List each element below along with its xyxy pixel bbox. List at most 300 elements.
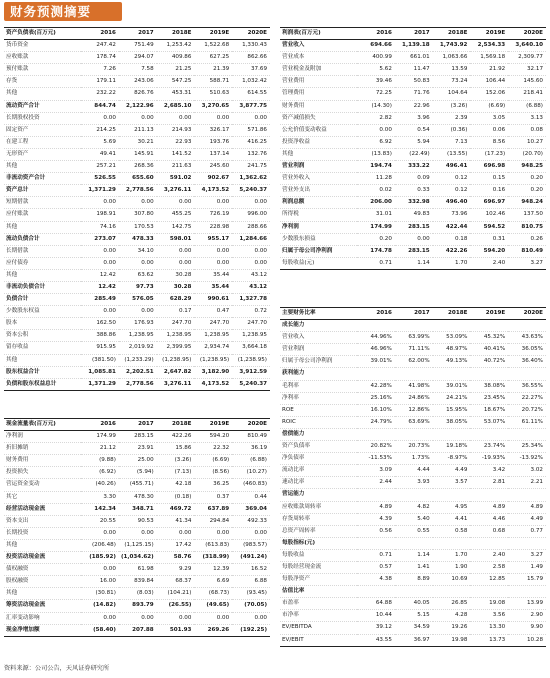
row-value: 19.18% (433, 441, 471, 453)
row-label: 其他 (4, 221, 81, 233)
row-value: 2.82 (357, 112, 395, 124)
row-value: 25.34% (508, 441, 546, 453)
row-value (395, 320, 433, 332)
table-row (4, 431, 270, 443)
row-label: 市盈率 (280, 598, 357, 610)
row-value: (7.13) (157, 467, 195, 479)
row-value: 42.28% (357, 380, 395, 392)
row-label: 存货 (4, 76, 81, 88)
row-value: 0.47 (194, 306, 232, 318)
column-header: 2018E (157, 28, 195, 40)
table-row (4, 342, 270, 354)
row-value: 3,182.90 (194, 366, 232, 378)
row-value: 594.20 (194, 431, 232, 443)
row-value (470, 537, 508, 549)
table-row (280, 634, 546, 646)
table-row (4, 503, 270, 515)
row-value: 0.08 (508, 124, 546, 136)
row-value: 1,063.66 (433, 52, 471, 64)
table-row (280, 453, 546, 465)
row-value: (455.71) (119, 479, 157, 491)
row-value: 39.01% (357, 356, 395, 368)
row-value: 283.15 (395, 221, 433, 233)
row-value: 21.39 (194, 64, 232, 76)
row-value: 0.00 (194, 257, 232, 269)
table-row (280, 64, 546, 76)
row-label: 少数股东权益 (4, 306, 81, 318)
column-header: 2020E (508, 28, 546, 40)
balance-sheet-panel (4, 27, 270, 391)
table-row (4, 552, 270, 564)
table-row (280, 428, 546, 440)
row-value: 62.00% (395, 356, 433, 368)
row-value: 4.41 (433, 513, 471, 525)
row-label: 长期投资 (4, 527, 81, 539)
table-row (280, 574, 546, 586)
table-title: 资产负债表(百万元) (4, 28, 81, 40)
row-value: 4.82 (395, 501, 433, 513)
row-value: 4.49 (433, 465, 471, 477)
table-row (280, 489, 546, 501)
column-header: 2016 (357, 308, 395, 320)
table-row (4, 197, 270, 209)
row-value: 1,330.43 (232, 40, 270, 52)
row-value: 0.77 (508, 525, 546, 537)
row-value: 0.00 (194, 612, 232, 624)
table-row (4, 221, 270, 233)
row-value: 810.49 (508, 245, 546, 257)
row-value: (206.48) (81, 539, 119, 551)
row-label: 股本 (4, 318, 81, 330)
row-label: 资本支出 (4, 515, 81, 527)
row-value: 207.88 (119, 624, 157, 636)
row-value: 64.88 (357, 598, 395, 610)
row-label: 偿债能力 (280, 428, 357, 440)
row-value: (3.26) (433, 100, 471, 112)
row-value: (17.23) (470, 148, 508, 160)
row-value: 45.32% (470, 332, 508, 344)
row-value: 174.78 (357, 245, 395, 257)
row-value: 6.69 (194, 576, 232, 588)
row-value: 102.46 (470, 209, 508, 221)
row-value: 3,664.18 (232, 342, 270, 354)
row-value (470, 586, 508, 598)
row-value: 1,284.66 (232, 233, 270, 245)
row-value: 36.40% (508, 356, 546, 368)
row-value: 3.56 (470, 610, 508, 622)
row-value: (192.25) (232, 624, 270, 636)
table-header-row (4, 419, 270, 431)
table-row (280, 209, 546, 221)
row-value: 257.21 (81, 161, 119, 173)
row-value: 21.92 (470, 64, 508, 76)
table-row (4, 612, 270, 624)
row-value: 72.25 (357, 88, 395, 100)
row-value: 2,122.96 (119, 100, 157, 112)
row-value (357, 489, 395, 501)
row-value: 63.62 (119, 269, 157, 281)
row-value: 0.00 (81, 197, 119, 209)
row-value: 810.49 (232, 431, 270, 443)
column-header: 2019E (194, 419, 232, 431)
row-value: 37.69 (232, 64, 270, 76)
row-label: 每股收益 (280, 549, 357, 561)
row-value: 2.39 (433, 112, 471, 124)
row-label: 资本公积 (4, 330, 81, 342)
row-value: 3.09 (357, 465, 395, 477)
row-value: 0.00 (232, 197, 270, 209)
row-value: 4.89 (470, 501, 508, 513)
column-header: 2020E (508, 308, 546, 320)
row-value: 0.68 (470, 525, 508, 537)
table-row (4, 455, 270, 467)
row-value (508, 537, 546, 549)
row-value: 0.00 (157, 257, 195, 269)
column-header: 2020E (232, 419, 270, 431)
row-value: 294.84 (194, 515, 232, 527)
table-row (280, 561, 546, 573)
row-label: 应付账款 (4, 209, 81, 221)
row-value: 44.96% (357, 332, 395, 344)
row-value: 0.00 (119, 257, 157, 269)
row-value: 694.66 (357, 40, 395, 52)
row-value: -8.97% (433, 453, 471, 465)
row-value: 4.89 (357, 501, 395, 513)
table-row (280, 392, 546, 404)
row-value: 0.18 (433, 233, 471, 245)
column-header: 2016 (81, 419, 119, 431)
row-value: 285.49 (81, 294, 119, 306)
table-row (4, 366, 270, 378)
row-value: 627.25 (194, 52, 232, 64)
source-note: 资料来源：公司公告，天风证券研究所 (4, 665, 110, 672)
row-label: 总资产周转率 (280, 525, 357, 537)
row-value: 36.25 (194, 479, 232, 491)
row-value: 455.25 (157, 209, 195, 221)
row-value (357, 586, 395, 598)
row-value: 30.28 (157, 269, 195, 281)
row-value (357, 320, 395, 332)
row-value: 132.76 (232, 148, 270, 160)
table-row (4, 173, 270, 185)
row-value: 844.74 (81, 100, 119, 112)
row-value: 409.86 (157, 52, 195, 64)
row-value: 1,569.18 (470, 52, 508, 64)
row-value: 24.79% (357, 416, 395, 428)
row-label: 股东权益合计 (4, 366, 81, 378)
row-value: 73.24 (433, 76, 471, 88)
row-value (470, 489, 508, 501)
row-label: 负债和股东权益总计 (4, 378, 81, 390)
row-value: 3.27 (508, 549, 546, 561)
row-value: 2,778.56 (119, 378, 157, 390)
row-value: 269.26 (194, 624, 232, 636)
row-value: 751.49 (119, 40, 157, 52)
row-value: (6.88) (232, 455, 270, 467)
row-label: 其他 (4, 588, 81, 600)
row-value: 0.15 (470, 173, 508, 185)
row-value (433, 428, 471, 440)
row-label: 营业外支出 (280, 185, 357, 197)
column-header: 2017 (119, 419, 157, 431)
row-label: 应收账款 (4, 52, 81, 64)
row-value: 63.69% (395, 416, 433, 428)
row-value: 2.90 (508, 610, 546, 622)
row-value: 21.25 (157, 64, 195, 76)
row-value: 1,371.29 (81, 185, 119, 197)
row-label: ROIC (280, 416, 357, 428)
row-value: 32.17 (508, 64, 546, 76)
row-value: 1.14 (395, 257, 433, 269)
table-row (4, 88, 270, 100)
row-label: 非流动资产合计 (4, 173, 81, 185)
row-value: (49.65) (194, 600, 232, 612)
table-row (280, 136, 546, 148)
table-row (280, 221, 546, 233)
row-value: (5.94) (119, 467, 157, 479)
row-label: 在建工程 (4, 136, 81, 148)
table-row (4, 306, 270, 318)
row-label: 流动资产合计 (4, 100, 81, 112)
row-value: 61.98 (119, 564, 157, 576)
row-value: 5.62 (357, 64, 395, 76)
row-value: (381.50) (81, 354, 119, 366)
table-row (280, 88, 546, 100)
row-value: 49.41 (81, 148, 119, 160)
row-value: 547.25 (157, 76, 195, 88)
row-value: (8.03) (119, 588, 157, 600)
row-label: 其他 (280, 148, 357, 160)
row-value: (70.05) (232, 600, 270, 612)
table-row (4, 136, 270, 148)
row-value: 915.95 (81, 342, 119, 354)
row-label: 利润总额 (280, 197, 357, 209)
row-value: 0.20 (357, 233, 395, 245)
row-value: 43.55 (357, 634, 395, 646)
row-value: 3,270.65 (194, 100, 232, 112)
row-value: 42.18 (157, 479, 195, 491)
row-label: 应付债券 (4, 257, 81, 269)
row-value: 288.66 (232, 221, 270, 233)
table-row (280, 404, 546, 416)
row-label: 营业成本 (280, 52, 357, 64)
row-value: 22.27% (508, 392, 546, 404)
row-value: 3.30 (81, 491, 119, 503)
row-value: 571.86 (232, 124, 270, 136)
row-label: EV/EBIT (280, 634, 357, 646)
row-value: 22.32 (194, 443, 232, 455)
row-label: 公允价值变动收益 (280, 124, 357, 136)
row-value: 174.99 (81, 431, 119, 443)
row-value (470, 368, 508, 380)
cash-flow-table (4, 418, 270, 637)
row-value (357, 428, 395, 440)
row-value: 0.00 (395, 233, 433, 245)
row-value: 388.86 (81, 330, 119, 342)
row-value: 71.76 (395, 88, 433, 100)
row-value: (6.69) (470, 100, 508, 112)
row-value: 4,173.52 (194, 185, 232, 197)
row-value: 268.36 (119, 161, 157, 173)
row-value (433, 586, 471, 598)
row-label: 其它 (4, 491, 81, 503)
row-value: 492.33 (232, 515, 270, 527)
row-value: 1.90 (433, 561, 471, 573)
row-value: (0.36) (433, 124, 471, 136)
row-value: (6.69) (194, 455, 232, 467)
row-value: 16.10% (357, 404, 395, 416)
row-label: 存货周转率 (280, 513, 357, 525)
table-row (280, 148, 546, 160)
row-value: 34.10 (119, 245, 157, 257)
row-label: 财务费用 (280, 100, 357, 112)
row-value: 174.99 (357, 221, 395, 233)
table-row (4, 257, 270, 269)
row-value: 71.11% (395, 344, 433, 356)
row-value: 30.21 (119, 136, 157, 148)
row-value: 0.54 (395, 124, 433, 136)
row-value: 12.39 (194, 564, 232, 576)
row-value: 0.00 (119, 527, 157, 539)
row-value: 990.61 (194, 294, 232, 306)
row-label: 每股净资产 (280, 574, 357, 586)
row-value: 39.12 (357, 622, 395, 634)
row-label: 其他 (4, 354, 81, 366)
row-value: 501.93 (157, 624, 195, 636)
row-label: 折旧摊销 (4, 443, 81, 455)
row-value: 0.00 (81, 257, 119, 269)
row-value: 16.52 (232, 564, 270, 576)
table-row (280, 344, 546, 356)
row-value: 0.00 (119, 197, 157, 209)
row-value: 20.72% (508, 404, 546, 416)
row-value: 36.05% (508, 344, 546, 356)
row-value (357, 537, 395, 549)
row-label: 股权融资 (4, 576, 81, 588)
row-label: 估值比率 (280, 586, 357, 598)
table-row (280, 332, 546, 344)
row-label: 管理费用 (280, 88, 357, 100)
column-header: 2016 (357, 28, 395, 40)
row-value: 211.13 (119, 124, 157, 136)
row-value: 4.46 (470, 513, 508, 525)
row-value: 496.40 (433, 197, 471, 209)
row-value: 198.91 (81, 209, 119, 221)
row-value: 218.41 (508, 88, 546, 100)
row-value: 1.70 (433, 549, 471, 561)
row-value: 179.11 (81, 76, 119, 88)
row-value: 0.00 (194, 245, 232, 257)
table-row (280, 586, 546, 598)
row-value: 1,327.78 (232, 294, 270, 306)
row-label: 无形资产 (4, 148, 81, 160)
table-row (280, 368, 546, 380)
row-value: 2.81 (470, 477, 508, 489)
column-header: 2019E (470, 308, 508, 320)
row-value: 478.33 (119, 233, 157, 245)
table-row (280, 245, 546, 257)
table-row (4, 539, 270, 551)
row-value: 38.05% (433, 416, 471, 428)
row-value: (30.81) (81, 588, 119, 600)
row-value: 422.26 (433, 245, 471, 257)
row-value: 35.44 (194, 269, 232, 281)
row-value: 0.00 (119, 306, 157, 318)
table-row (280, 173, 546, 185)
table-row (280, 124, 546, 136)
row-value: 17.42 (157, 539, 195, 551)
row-label: 获利能力 (280, 368, 357, 380)
row-value: 194.74 (357, 161, 395, 173)
row-value: 6.92 (357, 136, 395, 148)
row-value: -13.92% (508, 453, 546, 465)
row-value: (13.83) (357, 148, 395, 160)
table-row (4, 294, 270, 306)
row-value: 326.17 (194, 124, 232, 136)
table-row (4, 378, 270, 390)
row-value: 13.73 (470, 634, 508, 646)
row-value: 4.28 (433, 610, 471, 622)
row-value: 15.86 (157, 443, 195, 455)
balance-sheet-table (4, 27, 270, 391)
row-value: 862.66 (232, 52, 270, 64)
row-value: 469.72 (157, 503, 195, 515)
row-value (395, 537, 433, 549)
row-value: 4.49 (508, 513, 546, 525)
row-value: (318.99) (194, 552, 232, 564)
table-header-row (280, 308, 546, 320)
row-value: 10.27 (508, 136, 546, 148)
row-value: 3,640.10 (508, 40, 546, 52)
row-label: 净利润 (4, 431, 81, 443)
column-header: 2017 (395, 308, 433, 320)
table-row (280, 477, 546, 489)
ratios-panel (280, 307, 546, 647)
row-value: 152.06 (470, 88, 508, 100)
table-row (4, 467, 270, 479)
table-row (280, 622, 546, 634)
row-value: 3.57 (433, 477, 471, 489)
column-header: 2018E (433, 308, 471, 320)
row-value: 839.84 (119, 576, 157, 588)
table-row (280, 161, 546, 173)
table-row (4, 443, 270, 455)
row-value: 26.85 (433, 598, 471, 610)
row-value: (1,238.95) (194, 354, 232, 366)
row-value: 0.00 (232, 257, 270, 269)
row-value: 48.97% (433, 344, 471, 356)
row-value: (1,034.62) (119, 552, 157, 564)
row-value: 0.00 (81, 527, 119, 539)
row-label: 营业外收入 (280, 173, 357, 185)
row-value: 2,778.56 (119, 185, 157, 197)
column-header: 2017 (119, 28, 157, 40)
row-value: 53.07% (470, 416, 508, 428)
column-header: 2019E (470, 28, 508, 40)
table-row (4, 245, 270, 257)
table-row (4, 491, 270, 503)
table-header-row (280, 28, 546, 40)
row-value: 0.09 (395, 173, 433, 185)
row-value: 19.98 (433, 634, 471, 646)
row-value: 1,371.29 (81, 378, 119, 390)
row-value: 0.02 (357, 185, 395, 197)
row-value: 3.27 (508, 257, 546, 269)
row-value: 38.08% (470, 380, 508, 392)
row-value: (460.83) (232, 479, 270, 491)
row-label: 净负债率 (280, 453, 357, 465)
row-value (508, 368, 546, 380)
